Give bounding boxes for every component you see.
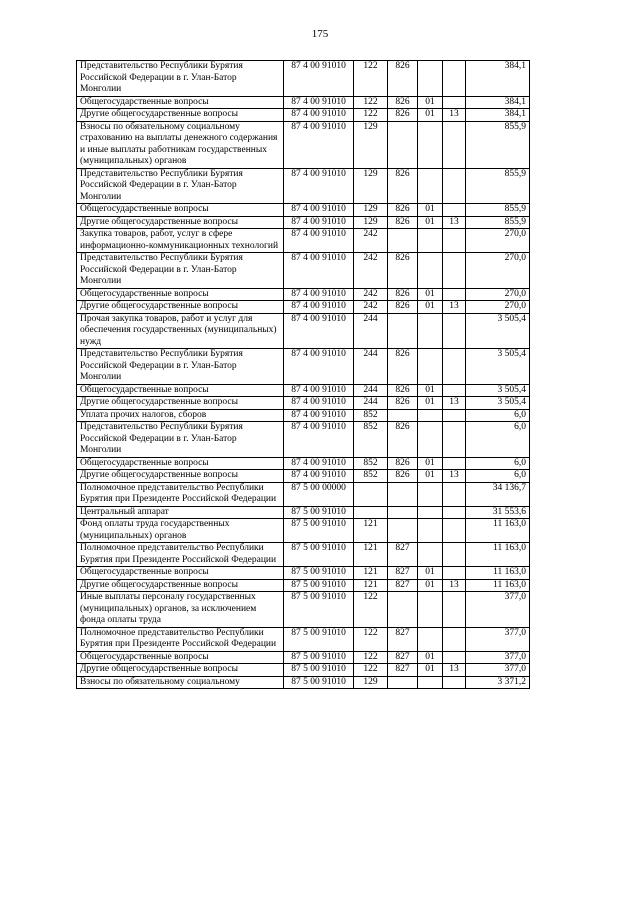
department-cell: 827: [388, 567, 418, 580]
amount-cell: 855,9: [466, 168, 530, 204]
subsection-cell: [443, 229, 466, 253]
subsection-cell: 13: [443, 301, 466, 314]
section-cell: [418, 229, 443, 253]
subsection-cell: 13: [443, 216, 466, 229]
section-cell: [418, 506, 443, 519]
table-row: [77, 579, 530, 592]
target-article-cell: 87 5 00 00000: [284, 482, 354, 506]
row-name-cell: Уплата прочих налогов, сборов: [77, 409, 284, 422]
table-row: [77, 543, 530, 567]
table-row: [77, 253, 530, 289]
expense-type-cell: 244: [354, 397, 388, 410]
subsection-cell: [443, 96, 466, 109]
target-article-cell: 87 4 00 91010: [284, 61, 354, 97]
department-cell: 826: [388, 253, 418, 289]
table-row: [77, 229, 530, 253]
amount-cell: 384,1: [466, 96, 530, 109]
department-cell: 827: [388, 579, 418, 592]
target-article-cell: 87 4 00 91010: [284, 397, 354, 410]
table-row: [77, 216, 530, 229]
department-cell: 826: [388, 288, 418, 301]
department-cell: [388, 229, 418, 253]
target-article-cell: 87 4 00 91010: [284, 422, 354, 458]
expense-type-cell: 852: [354, 422, 388, 458]
expense-type-cell: 852: [354, 409, 388, 422]
department-cell: 826: [388, 168, 418, 204]
amount-cell: 270,0: [466, 253, 530, 289]
section-cell: 01: [418, 579, 443, 592]
section-cell: [418, 168, 443, 204]
subsection-cell: [443, 519, 466, 543]
row-name-cell: Взносы по обязательному социальному страхованию на выплаты денежного содержания и иные выплаты работникам государственных (муниципальных) органов: [77, 121, 284, 168]
subsection-cell: [443, 168, 466, 204]
expense-type-cell: 129: [354, 121, 388, 168]
row-name-cell: Общегосударственные вопросы: [77, 384, 284, 397]
row-name-cell: Прочая закупка товаров, работ и услуг для обеспечения государственных (муниципальных) нужд: [77, 313, 284, 349]
department-cell: 826: [388, 204, 418, 217]
table-row: [77, 506, 530, 519]
expense-type-cell: 244: [354, 384, 388, 397]
table-row: [77, 168, 530, 204]
subsection-cell: [443, 384, 466, 397]
section-cell: [418, 543, 443, 567]
amount-cell: 3 371,2: [466, 676, 530, 689]
subsection-cell: [443, 506, 466, 519]
expense-type-cell: 129: [354, 204, 388, 217]
table-row: [77, 482, 530, 506]
target-article-cell: 87 5 00 91010: [284, 592, 354, 628]
row-name-cell: Представительство Республики Бурятия Российской Федерации в г. Улан-Батор Монголии: [77, 422, 284, 458]
amount-cell: 3 505,4: [466, 349, 530, 385]
section-cell: 01: [418, 96, 443, 109]
amount-cell: 377,0: [466, 592, 530, 628]
amount-cell: 6,0: [466, 470, 530, 483]
table-row: [77, 204, 530, 217]
amount-cell: 270,0: [466, 301, 530, 314]
department-cell: 827: [388, 627, 418, 651]
row-name-cell: Общегосударственные вопросы: [77, 96, 284, 109]
table-row: [77, 627, 530, 651]
amount-cell: 377,0: [466, 627, 530, 651]
table-row: [77, 676, 530, 689]
row-name-cell: Другие общегосударственные вопросы: [77, 301, 284, 314]
amount-cell: 31 553,6: [466, 506, 530, 519]
expense-type-cell: 121: [354, 567, 388, 580]
table-row: [77, 664, 530, 677]
section-cell: 01: [418, 567, 443, 580]
table-row: [77, 397, 530, 410]
target-article-cell: 87 4 00 91010: [284, 301, 354, 314]
amount-cell: 11 163,0: [466, 519, 530, 543]
subsection-cell: [443, 482, 466, 506]
table-row: [77, 470, 530, 483]
expense-type-cell: 122: [354, 109, 388, 122]
expense-type-cell: 122: [354, 627, 388, 651]
row-name-cell: Полномочное представительство Республики Бурятия при Президенте Российской Федерации: [77, 627, 284, 651]
expense-type-cell: 242: [354, 229, 388, 253]
department-cell: [388, 519, 418, 543]
department-cell: 826: [388, 109, 418, 122]
section-cell: [418, 627, 443, 651]
amount-cell: 11 163,0: [466, 543, 530, 567]
target-article-cell: 87 5 00 91010: [284, 506, 354, 519]
target-article-cell: 87 5 00 91010: [284, 567, 354, 580]
expense-type-cell: 122: [354, 96, 388, 109]
table-row: [77, 651, 530, 664]
expense-type-cell: 129: [354, 168, 388, 204]
subsection-cell: [443, 61, 466, 97]
table-row: [77, 121, 530, 168]
table-row: [77, 519, 530, 543]
row-name-cell: Иные выплаты персоналу государственных (муниципальных) органов, за исключением фонда оплаты труда: [77, 592, 284, 628]
department-cell: [388, 676, 418, 689]
expense-type-cell: [354, 506, 388, 519]
subsection-cell: [443, 457, 466, 470]
subsection-cell: [443, 121, 466, 168]
amount-cell: 3 505,4: [466, 384, 530, 397]
row-name-cell: Общегосударственные вопросы: [77, 651, 284, 664]
target-article-cell: 87 4 00 91010: [284, 109, 354, 122]
department-cell: [388, 482, 418, 506]
expense-type-cell: 852: [354, 457, 388, 470]
subsection-cell: 13: [443, 109, 466, 122]
subsection-cell: 13: [443, 664, 466, 677]
subsection-cell: [443, 592, 466, 628]
target-article-cell: 87 4 00 91010: [284, 121, 354, 168]
row-name-cell: Общегосударственные вопросы: [77, 204, 284, 217]
expense-type-cell: 122: [354, 664, 388, 677]
section-cell: [418, 422, 443, 458]
target-article-cell: 87 4 00 91010: [284, 253, 354, 289]
section-cell: [418, 592, 443, 628]
department-cell: 827: [388, 651, 418, 664]
target-article-cell: 87 4 00 91010: [284, 288, 354, 301]
target-article-cell: 87 5 00 91010: [284, 651, 354, 664]
section-cell: [418, 253, 443, 289]
expense-type-cell: 242: [354, 301, 388, 314]
row-name-cell: Представительство Республики Бурятия Российской Федерации в г. Улан-Батор Монголии: [77, 253, 284, 289]
section-cell: [418, 409, 443, 422]
department-cell: 826: [388, 61, 418, 97]
row-name-cell: Другие общегосударственные вопросы: [77, 664, 284, 677]
amount-cell: 855,9: [466, 121, 530, 168]
department-cell: [388, 409, 418, 422]
amount-cell: 855,9: [466, 204, 530, 217]
amount-cell: 855,9: [466, 216, 530, 229]
target-article-cell: 87 5 00 91010: [284, 579, 354, 592]
section-cell: [418, 676, 443, 689]
section-cell: 01: [418, 651, 443, 664]
row-name-cell: Другие общегосударственные вопросы: [77, 109, 284, 122]
subsection-cell: [443, 422, 466, 458]
budget-table: [76, 60, 530, 689]
expense-type-cell: 122: [354, 61, 388, 97]
table-row: [77, 96, 530, 109]
section-cell: 01: [418, 301, 443, 314]
subsection-cell: [443, 567, 466, 580]
amount-cell: 3 505,4: [466, 397, 530, 410]
row-name-cell: Фонд оплаты труда государственных (муниципальных) органов: [77, 519, 284, 543]
row-name-cell: Общегосударственные вопросы: [77, 567, 284, 580]
section-cell: 01: [418, 470, 443, 483]
section-cell: 01: [418, 216, 443, 229]
target-article-cell: 87 4 00 91010: [284, 216, 354, 229]
amount-cell: 11 163,0: [466, 579, 530, 592]
target-article-cell: 87 5 00 91010: [284, 543, 354, 567]
subsection-cell: [443, 627, 466, 651]
target-article-cell: 87 5 00 91010: [284, 627, 354, 651]
table-row: [77, 288, 530, 301]
section-cell: [418, 61, 443, 97]
subsection-cell: 13: [443, 397, 466, 410]
amount-cell: 6,0: [466, 457, 530, 470]
row-name-cell: Взносы по обязательному социальному: [77, 676, 284, 689]
target-article-cell: 87 4 00 91010: [284, 229, 354, 253]
department-cell: 826: [388, 422, 418, 458]
department-cell: [388, 506, 418, 519]
department-cell: 826: [388, 301, 418, 314]
row-name-cell: Представительство Республики Бурятия Российской Федерации в г. Улан-Батор Монголии: [77, 61, 284, 97]
subsection-cell: [443, 676, 466, 689]
expense-type-cell: 121: [354, 579, 388, 592]
target-article-cell: 87 4 00 91010: [284, 457, 354, 470]
amount-cell: 384,1: [466, 61, 530, 97]
expense-type-cell: 852: [354, 470, 388, 483]
table-row: [77, 457, 530, 470]
row-name-cell: Другие общегосударственные вопросы: [77, 579, 284, 592]
expense-type-cell: 129: [354, 676, 388, 689]
subsection-cell: [443, 409, 466, 422]
amount-cell: 377,0: [466, 651, 530, 664]
row-name-cell: Представительство Республики Бурятия Российской Федерации в г. Улан-Батор Монголии: [77, 168, 284, 204]
target-article-cell: 87 4 00 91010: [284, 349, 354, 385]
amount-cell: 6,0: [466, 422, 530, 458]
table-row: [77, 592, 530, 628]
subsection-cell: [443, 543, 466, 567]
subsection-cell: [443, 349, 466, 385]
department-cell: [388, 121, 418, 168]
table-row: [77, 61, 530, 97]
table-row: [77, 349, 530, 385]
amount-cell: 3 505,4: [466, 313, 530, 349]
row-name-cell: Центральный аппарат: [77, 506, 284, 519]
row-name-cell: Общегосударственные вопросы: [77, 288, 284, 301]
subsection-cell: [443, 253, 466, 289]
amount-cell: 384,1: [466, 109, 530, 122]
section-cell: 01: [418, 457, 443, 470]
row-name-cell: Закупка товаров, работ, услуг в сфере информационно-коммуникационных технологий: [77, 229, 284, 253]
row-name-cell: Другие общегосударственные вопросы: [77, 216, 284, 229]
expense-type-cell: 122: [354, 592, 388, 628]
subsection-cell: [443, 288, 466, 301]
department-cell: 826: [388, 349, 418, 385]
row-name-cell: Общегосударственные вопросы: [77, 457, 284, 470]
target-article-cell: 87 5 00 91010: [284, 664, 354, 677]
row-name-cell: Полномочное представительство Республики Бурятия при Президенте Российской Федерации: [77, 543, 284, 567]
department-cell: 826: [388, 470, 418, 483]
subsection-cell: [443, 313, 466, 349]
target-article-cell: 87 4 00 91010: [284, 384, 354, 397]
amount-cell: 34 136,7: [466, 482, 530, 506]
department-cell: [388, 313, 418, 349]
budget-table-body: [77, 61, 530, 689]
expense-type-cell: 242: [354, 253, 388, 289]
target-article-cell: 87 5 00 91010: [284, 519, 354, 543]
target-article-cell: 87 4 00 91010: [284, 409, 354, 422]
expense-type-cell: 244: [354, 349, 388, 385]
table-row: [77, 301, 530, 314]
amount-cell: 270,0: [466, 288, 530, 301]
expense-type-cell: 122: [354, 651, 388, 664]
table-row: [77, 313, 530, 349]
expense-type-cell: 121: [354, 519, 388, 543]
row-name-cell: Представительство Республики Бурятия Российской Федерации в г. Улан-Батор Монголии: [77, 349, 284, 385]
department-cell: [388, 592, 418, 628]
page-number: 175: [311, 28, 329, 40]
section-cell: 01: [418, 384, 443, 397]
department-cell: 826: [388, 96, 418, 109]
subsection-cell: 13: [443, 470, 466, 483]
section-cell: [418, 349, 443, 385]
section-cell: [418, 313, 443, 349]
subsection-cell: [443, 651, 466, 664]
subsection-cell: [443, 204, 466, 217]
target-article-cell: 87 5 00 91010: [284, 676, 354, 689]
department-cell: 826: [388, 457, 418, 470]
subsection-cell: 13: [443, 579, 466, 592]
section-cell: 01: [418, 109, 443, 122]
target-article-cell: 87 4 00 91010: [284, 168, 354, 204]
table-row: [77, 384, 530, 397]
row-name-cell: Полномочное представительство Республики Бурятия при Президенте Российской Федерации: [77, 482, 284, 506]
department-cell: 827: [388, 664, 418, 677]
row-name-cell: Другие общегосударственные вопросы: [77, 470, 284, 483]
expense-type-cell: 129: [354, 216, 388, 229]
target-article-cell: 87 4 00 91010: [284, 313, 354, 349]
table-row: [77, 422, 530, 458]
section-cell: [418, 519, 443, 543]
section-cell: [418, 482, 443, 506]
table-row: [77, 567, 530, 580]
target-article-cell: 87 4 00 91010: [284, 96, 354, 109]
target-article-cell: 87 4 00 91010: [284, 204, 354, 217]
department-cell: 826: [388, 216, 418, 229]
table-row: [77, 409, 530, 422]
department-cell: 826: [388, 397, 418, 410]
amount-cell: 11 163,0: [466, 567, 530, 580]
section-cell: 01: [418, 664, 443, 677]
amount-cell: 6,0: [466, 409, 530, 422]
expense-type-cell: 242: [354, 288, 388, 301]
table-row: [77, 109, 530, 122]
section-cell: 01: [418, 204, 443, 217]
expense-type-cell: [354, 482, 388, 506]
target-article-cell: 87 4 00 91010: [284, 470, 354, 483]
expense-type-cell: 121: [354, 543, 388, 567]
row-name-cell: Другие общегосударственные вопросы: [77, 397, 284, 410]
expense-type-cell: 244: [354, 313, 388, 349]
amount-cell: 270,0: [466, 229, 530, 253]
amount-cell: 377,0: [466, 664, 530, 677]
section-cell: [418, 121, 443, 168]
section-cell: 01: [418, 397, 443, 410]
section-cell: 01: [418, 288, 443, 301]
department-cell: 826: [388, 384, 418, 397]
department-cell: 827: [388, 543, 418, 567]
